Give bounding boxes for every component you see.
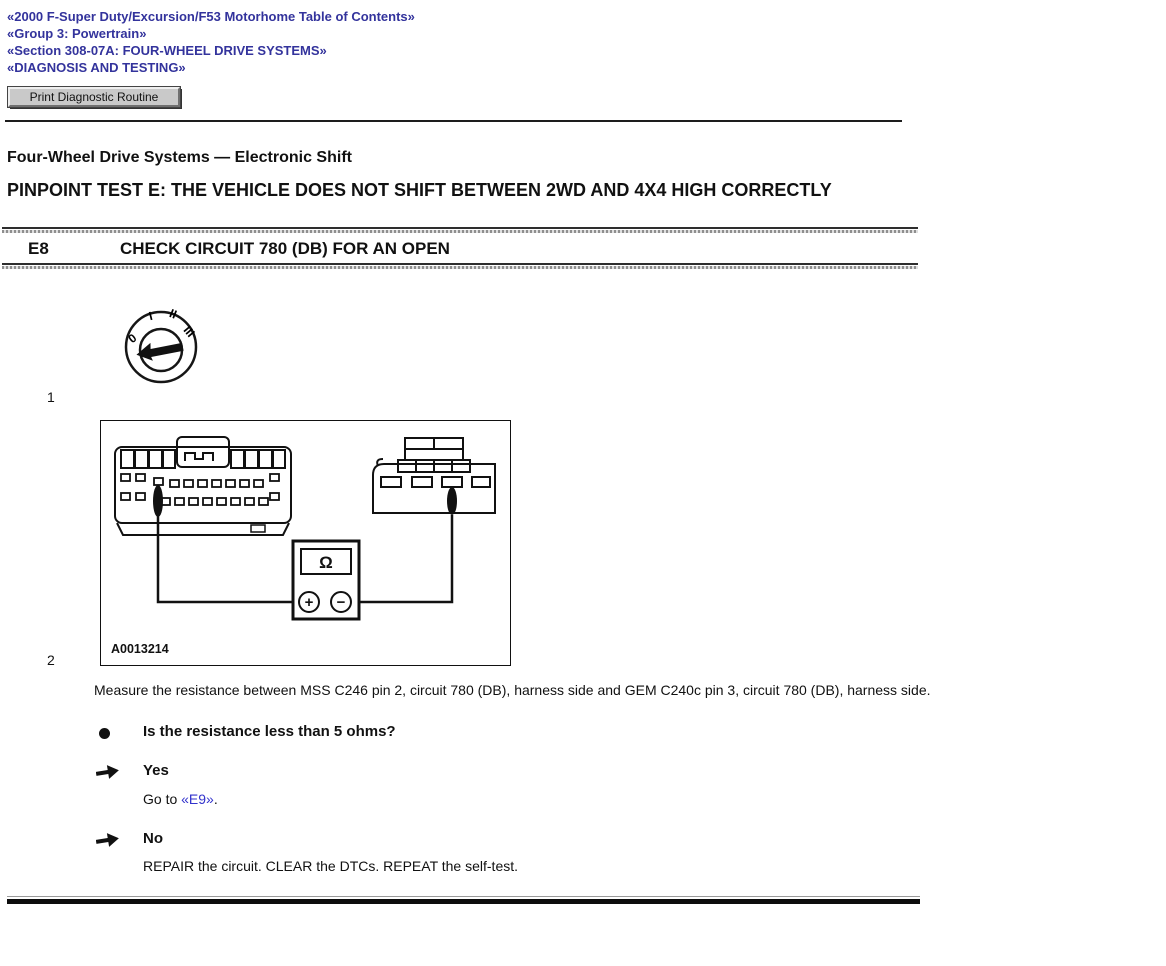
yes-action-text bbox=[143, 791, 218, 807]
test-header-rule-bottom bbox=[2, 263, 918, 269]
ohmmeter-positive-terminal: + bbox=[304, 594, 314, 611]
test-step-id: E8 bbox=[28, 239, 49, 258]
page-end-rule bbox=[7, 896, 920, 904]
connector-test-diagram bbox=[100, 420, 511, 666]
figure-id-label: A0013214 bbox=[111, 642, 169, 656]
pinpoint-test-title: PINPOINT TEST E: THE VEHICLE DOES NOT SHIFT BETWEEN 2WD AND 4X4 HIGH CORRECTLY bbox=[7, 180, 832, 200]
yes-action-suffix: . bbox=[213, 791, 218, 807]
step-number-1: 1 bbox=[47, 389, 55, 405]
ohmmeter bbox=[293, 541, 359, 619]
bullet-icon bbox=[99, 728, 110, 739]
print-diagnostic-routine-button[interactable]: Print Diagnostic Routine bbox=[8, 87, 180, 107]
breadcrumb bbox=[7, 8, 415, 76]
arrow-right-icon bbox=[96, 831, 120, 854]
test-question: Is the resistance less than 5 ohms? bbox=[143, 723, 396, 740]
test-step-title: CHECK CIRCUIT 780 (DB) FOR AN OPEN bbox=[120, 239, 450, 258]
test-header-rule-top bbox=[2, 227, 918, 233]
test-probe-right bbox=[447, 487, 457, 515]
answer-no-label: No bbox=[143, 830, 163, 847]
breadcrumb-link-group[interactable]: «Group 3: Powertrain» bbox=[7, 26, 147, 41]
key-position-3: III bbox=[180, 323, 198, 340]
arrow-right-icon bbox=[96, 763, 120, 786]
ohmmeter-negative-terminal: − bbox=[336, 594, 346, 611]
step2-instruction: Measure the resistance between MSS C246 pin 2, circuit 780 (DB), harness side and GEM C240c pin 3, circuit 780 (DB), harness side. bbox=[94, 682, 931, 698]
ignition-key-icon bbox=[121, 306, 201, 391]
key-position-1: I bbox=[147, 308, 154, 324]
no-action-text: REPAIR the circuit. CLEAR the DTCs. REPEAT the self-test. bbox=[143, 858, 519, 874]
step-number-2: 2 bbox=[47, 652, 55, 668]
yes-action-prefix: Go to bbox=[143, 791, 182, 807]
test-probe-left bbox=[153, 485, 163, 517]
key-position-0: 0 bbox=[125, 330, 140, 346]
key-position-2: II bbox=[167, 306, 179, 322]
system-title: Four-Wheel Drive Systems — Electronic Shift bbox=[7, 149, 352, 166]
breadcrumb-link-section[interactable]: «Section 308-07A: FOUR-WHEEL DRIVE SYSTEMS» bbox=[7, 43, 327, 58]
breadcrumb-link-diagnosis[interactable]: «DIAGNOSIS AND TESTING» bbox=[7, 60, 186, 75]
e9-link[interactable]: «E9» bbox=[181, 791, 214, 807]
breadcrumb-link-toc[interactable]: «2000 F-Super Duty/Excursion/F53 Motorhome Table of Contents» bbox=[7, 9, 415, 24]
ohmmeter-display-symbol: Ω bbox=[319, 553, 333, 572]
horizontal-rule bbox=[5, 120, 902, 122]
answer-yes-label: Yes bbox=[143, 762, 169, 779]
